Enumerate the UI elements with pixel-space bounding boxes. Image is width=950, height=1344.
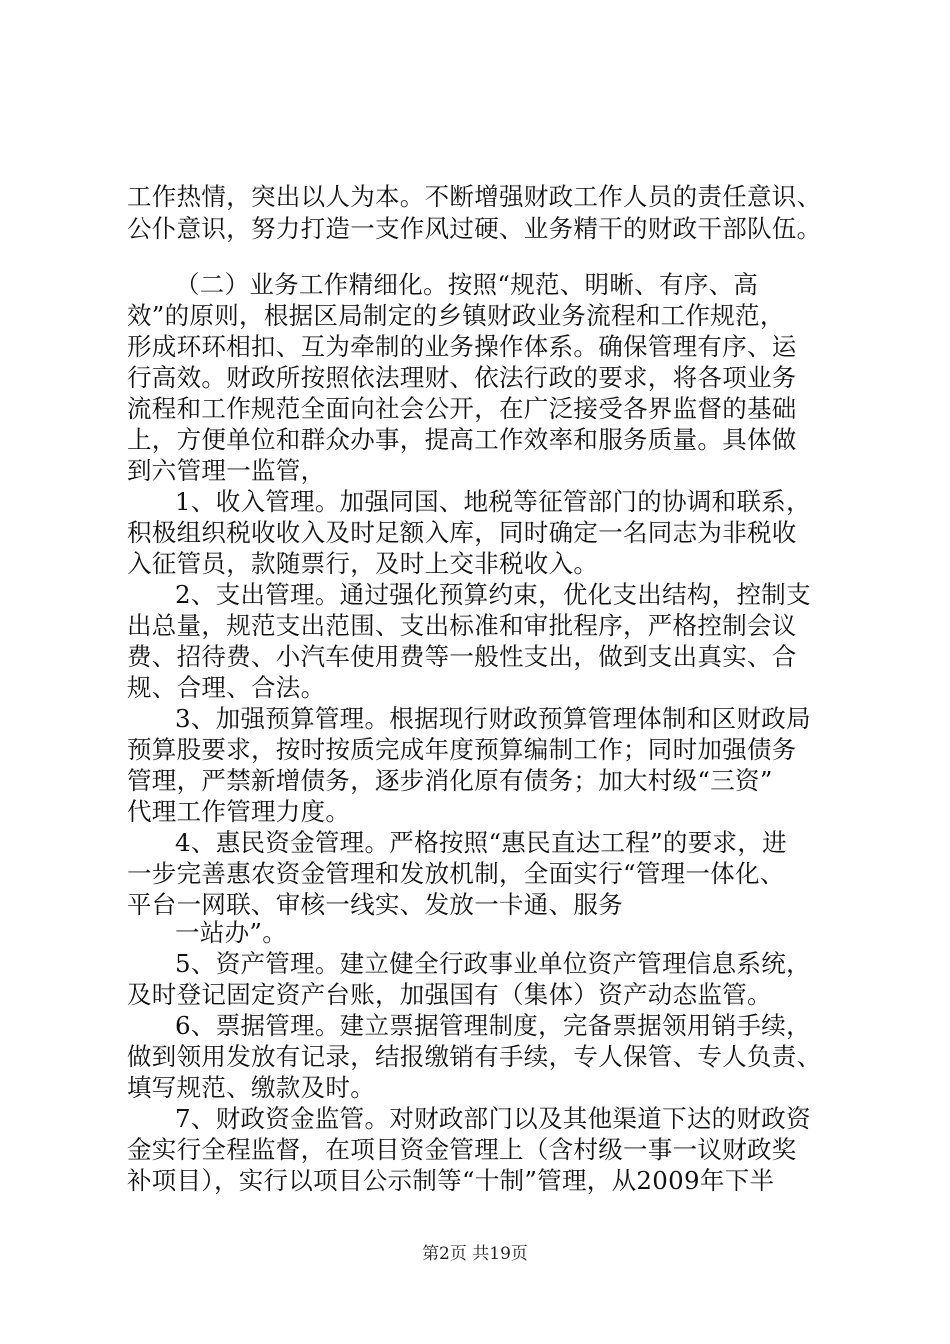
body-text-line: 工作热情，突出以人为本。不断增强财政工作人员的责任意识、 [127, 182, 822, 211]
section-heading-line: （二）业务工作精细化。按照“规范、明晰、有序、高 [175, 270, 759, 299]
list-item-line: 1、收入管理。加强同国、地税等征管部门的协调和联系， [175, 487, 811, 516]
body-text-line: 效”的原则，根据区局制定的乡镇财政业务流程和工作规范， [127, 301, 785, 330]
body-text-line: 一步完善惠农资金管理和发放机制，全面实行“管理一体化、 [127, 859, 785, 888]
body-text-line: 流程和工作规范全面向社会公开，在广泛接受各界监督的基础 [127, 394, 797, 423]
body-text-line: 代理工作管理力度。 [127, 797, 351, 826]
body-text-line: 费、招待费、小汽车使用费等一般性支出，做到支出真实、合 [127, 642, 797, 671]
page-number-footer: 第2页 共19页 [422, 1244, 528, 1264]
list-item-line: 3、加强预算管理。根据现行财政预算管理体制和区财政局 [175, 704, 811, 733]
body-text-line: 补项目），实行以项目公示制等“十制”管理，从2009年下半 [127, 1166, 775, 1195]
body-text-line: 规、合理、合法。 [127, 673, 326, 702]
body-text-line: 做到领用发放有记录，结报缴销有手续，专人保管、专人负责、 [127, 1042, 822, 1071]
body-text-line: 平台一网联、审核一线实、发放一卡通、服务 [127, 890, 623, 919]
body-text-line: 上，方便单位和群众办事，提高工作效率和服务质量。具体做 [127, 425, 797, 454]
body-text-line: 入征管员，款随票行，及时上交非税收入。 [127, 549, 599, 578]
body-text-line: 管理，严禁新增债务，逐步消化原有债务；加大村级“三资” [127, 766, 773, 795]
body-text-line: 一站办”。 [175, 918, 288, 947]
list-item-line: 7、财政资金监管。对财政部门以及其他渠道下达的财政资 [175, 1104, 811, 1133]
body-text-line: 出总量，规范支出范围、支出标准和审批程序，严格控制会议 [127, 611, 797, 640]
body-text-line: 行高效。财政所按照依法理财、依法行政的要求，将各项业务 [127, 363, 797, 392]
body-text-line: 金实行全程监督，在项目资金管理上（含村级一事一议财政奖 [127, 1135, 797, 1164]
list-item-line: 4、惠民资金管理。严格按照“惠民直达工程”的要求，进 [175, 828, 787, 857]
body-text-line: 及时登记固定资产台账，加强国有（集体）资产动态监管。 [127, 980, 772, 1009]
list-item-line: 6、票据管理。建立票据管理制度，完备票据领用销手续， [175, 1011, 811, 1040]
list-item-line: 5、资产管理。建立健全行政事业单位资产管理信息系统， [175, 949, 811, 978]
body-text-line: 填写规范、缴款及时。 [127, 1073, 375, 1102]
body-text-line: 到六管理一监管， [127, 456, 326, 485]
body-text-line: 公仆意识，努力打造一支作风过硬、业务精干的财政干部队伍。 [127, 214, 822, 243]
list-item-line: 2、支出管理。通过强化预算约束，优化支出结构，控制支 [175, 580, 811, 609]
body-text-line: 积极组织税收收入及时足额入库，同时确定一名同志为非税收 [127, 518, 797, 547]
body-text-line: 形成环环相扣、互为牵制的业务操作体系。确保管理有序、运 [127, 332, 797, 361]
body-text-line: 预算股要求，按时按质完成年度预算编制工作；同时加强债务 [127, 735, 797, 764]
